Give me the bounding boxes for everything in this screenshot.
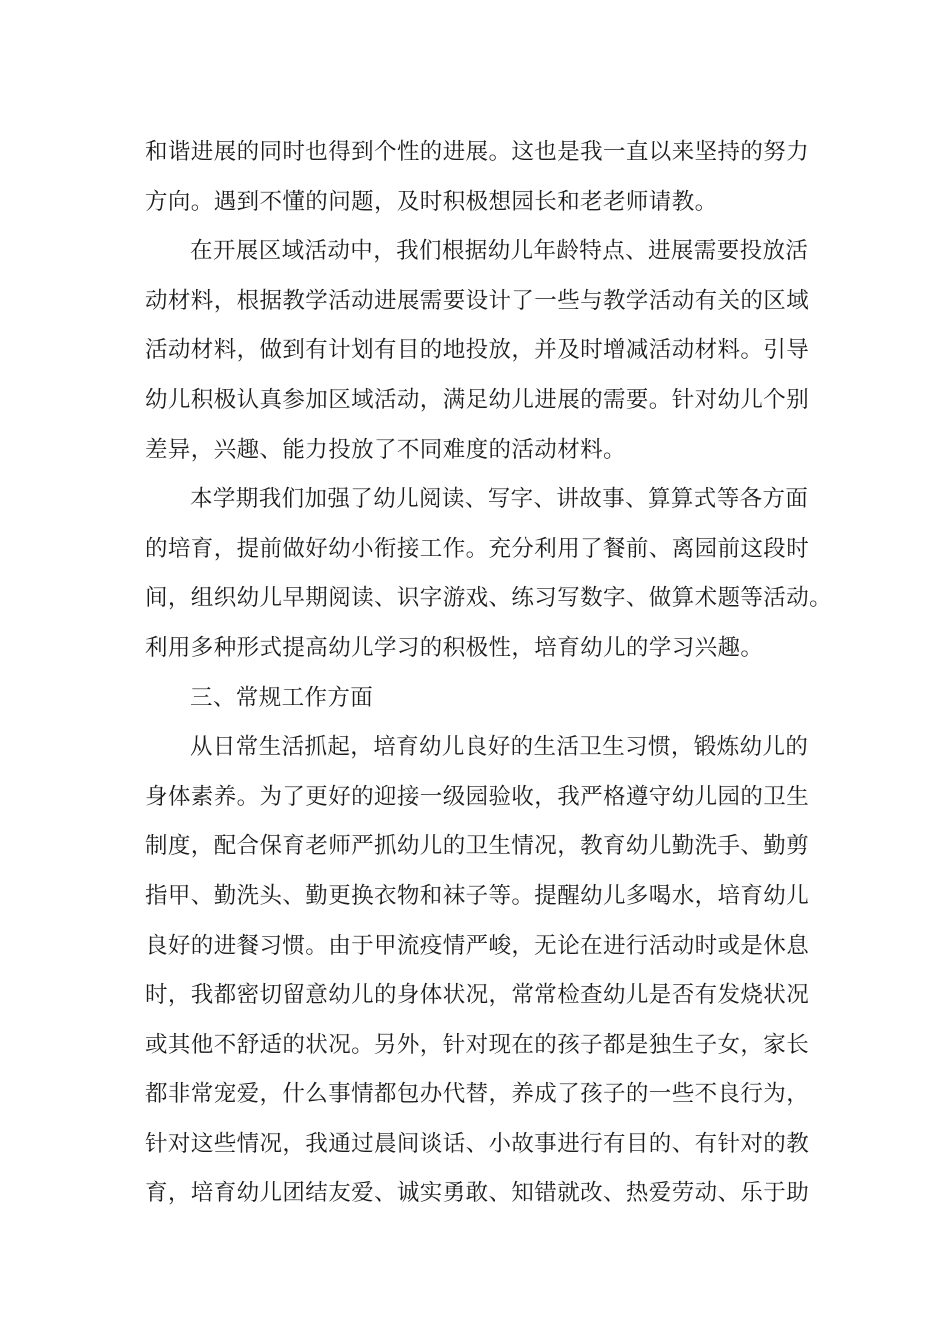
text-line: 针对这些情况，我通过晨间谈话、小故事进行有目的、有针对的教 — [145, 1130, 810, 1157]
text-line: 差异，兴趣、能力投放了不同难度的活动材料。 — [145, 436, 626, 463]
text-line: 育，培育幼儿团结友爱、诚实勇敢、知错就改、热爱劳动、乐于助 — [145, 1180, 810, 1207]
paragraph-first-line: 从日常生活抓起，培育幼儿良好的生活卫生习惯，锻炼幼儿的 — [190, 734, 809, 761]
document-body — [145, 128, 833, 1219]
text-line: 身体素养。为了更好的迎接一级园验收，我严格遵守幼儿园的卫生 — [145, 783, 810, 810]
paragraph-first-line: 在开展区域活动中，我们根据幼儿年龄特点、进展需要投放活 — [190, 238, 809, 265]
text-line: 利用多种形式提高幼儿学习的积极性，培育幼儿的学习兴趣。 — [145, 634, 764, 661]
text-line: 幼儿积极认真参加区域活动，满足幼儿进展的需要。针对幼儿个别 — [145, 386, 810, 413]
text-line: 指甲、勤洗头、勤更换衣物和袜子等。提醒幼儿多喝水，培育幼儿 — [145, 882, 810, 909]
text-line: 的培育，提前做好幼小衔接工作。充分利用了餐前、离园前这段时 — [145, 535, 810, 562]
text-line: 都非常宠爱，什么事情都包办代替，养成了孩子的一些不良行为， — [145, 1081, 810, 1108]
paragraph-first-line: 本学期我们加强了幼儿阅读、写字、讲故事、算算式等各方面 — [190, 486, 809, 513]
text-line: 间，组织幼儿早期阅读、识字游戏、练习写数字、做算术题等活动。 — [145, 585, 833, 612]
text-line: 时，我都密切留意幼儿的身体状况，常常检查幼儿是否有发烧状况 — [145, 982, 810, 1009]
text-line: 制度，配合保育老师严抓幼儿的卫生情况，教育幼儿勤洗手、勤剪 — [145, 833, 810, 860]
text-line: 良好的进餐习惯。由于甲流疫情严峻，无论在进行活动时或是休息 — [145, 932, 810, 959]
paragraph-first-line: 三、常规工作方面 — [190, 684, 374, 711]
text-line: 和谐进展的同时也得到个性的进展。这也是我一直以来坚持的努力 — [145, 139, 810, 165]
text-line: 或其他不舒适的状况。另外，针对现在的孩子都是独生子女，家长 — [145, 1031, 810, 1058]
text-line: 方向。遇到不懂的问题，及时积极想园长和老老师请教。 — [145, 188, 718, 215]
text-line: 活动材料，做到有计划有目的地投放，并及时增减活动材料。引导 — [145, 337, 810, 364]
text-line: 动材料，根据教学活动进展需要设计了一些与教学活动有关的区域 — [145, 287, 810, 314]
